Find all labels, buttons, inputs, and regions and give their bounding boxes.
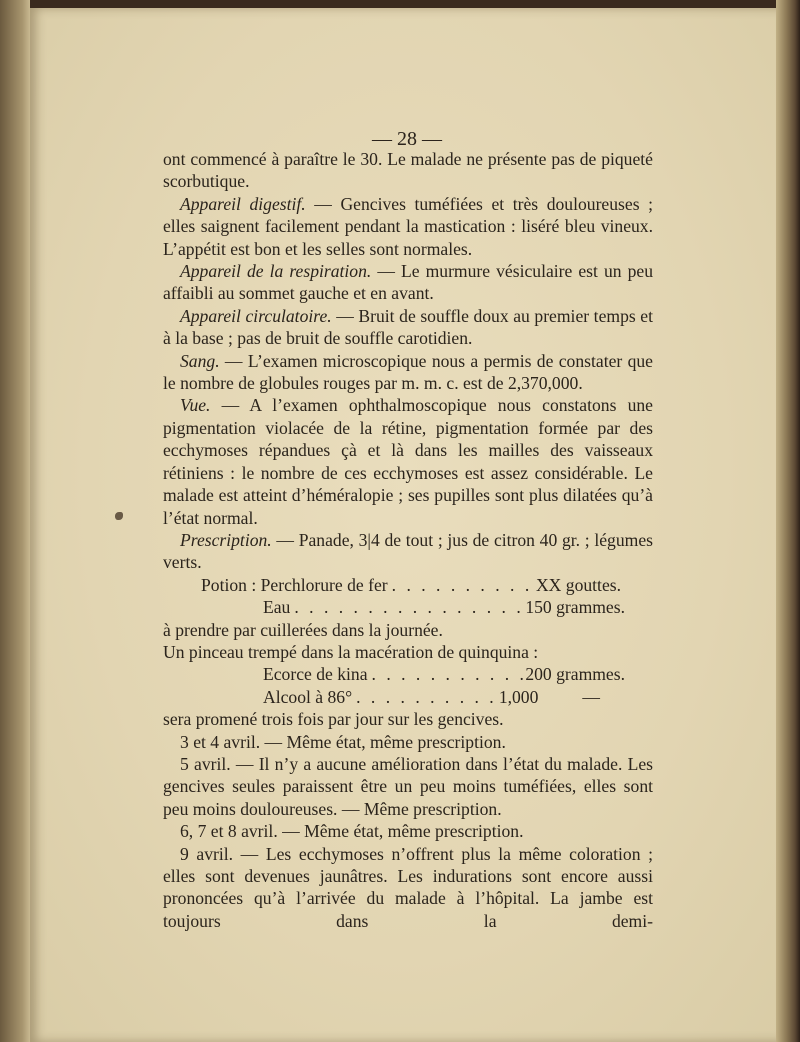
- section-text: — L’examen microscopique nous a permis de constater que le nombre de globules rouges par m. m. c. est de 2,370,000.: [163, 350, 653, 394]
- paragraph: Un pinceau trempé dans la macération de quinquina :: [163, 641, 539, 662]
- ink-blot: [115, 512, 123, 520]
- paragraph-sang: [163, 350, 653, 395]
- section-text: — Gencives tuméfiées et très douloureuses ; elles saignent facilement pendant la mastication : liséré bleu vineux. L’appétit est bon et les selles sont normales.: [163, 193, 654, 259]
- paragraph-vue: [163, 394, 653, 528]
- dot-leader: [352, 686, 499, 708]
- dot-leader: [388, 574, 536, 596]
- recipe-row-alcool: [263, 686, 600, 708]
- recipe-row-eau: [263, 596, 625, 618]
- book-spine: [0, 0, 30, 1042]
- section-label: Vue.: [180, 395, 211, 416]
- recipe-value: 150 grammes.: [525, 597, 625, 618]
- dot-leader: [368, 663, 526, 685]
- section-label: Appareil de la respiration.: [180, 261, 372, 282]
- recipe-value: 1,000: [498, 686, 539, 707]
- paragraph-respiration: [163, 260, 653, 305]
- recipe-label: Eau: [263, 597, 291, 618]
- paragraph: ont commencé à paraître le 30. Le malade ne présente pas de piqueté scorbutique.: [163, 149, 653, 192]
- recipe-row-ecorce: [263, 663, 625, 685]
- section-text: — Bruit de souffle doux au premier temps et à la base ; pas de bruit de souffle carotidien.: [163, 305, 653, 349]
- paragraph: sera promené trois fois par jour sur les gencives.: [163, 709, 504, 730]
- paragraph: à prendre par cuillerées dans la journée.: [163, 619, 443, 640]
- recipe-value: XX gouttes.: [535, 574, 621, 595]
- paragraph-digestif: [163, 193, 653, 260]
- section-label: Prescription.: [180, 529, 272, 550]
- paragraph: 6, 7 et 8 avril. — Même état, même prescription.: [180, 821, 524, 842]
- paragraph: 5 avril. — Il n’y a aucune amélioration dans l’état du malade. Les gencives seules paraissent être un peu moins tuméfiées, elles sont peu moins douloureuses. — Même prescription.: [163, 753, 653, 819]
- paragraph-circulatoire: [163, 305, 653, 350]
- section-label: Appareil circulatoire.: [180, 305, 332, 326]
- paragraph-prescription: [163, 529, 653, 574]
- section-text: — A l’examen ophthalmoscopique nous constatons une pigmentation violacée de la rétine, pigmentation formée par des ecchymoses répandues çà et là dans les mailles des vaisseaux rétiniens : le nombre de ces ecchymoses est assez considérable. Le malade est atteint d’héméralopie ; ses pupilles sont plus dilatées qu’à l’état normal.: [163, 395, 653, 528]
- paragraph: 3 et 4 avril. — Même état, même prescription.: [180, 731, 506, 752]
- section-label: Sang.: [180, 350, 220, 371]
- page-right-edge: [776, 0, 800, 1042]
- recipe-row-potion: [201, 574, 621, 596]
- paragraph: 9 avril. — Les ecchymoses n’offrent plus la même coloration ; elles sont devenues jaunâtres. Les indurations sont encore aussi prononcées qu’à l’arrivée du malade à l’hôpital. La jambe est toujours dans la demi-: [163, 843, 653, 931]
- page-number: — 28 —: [372, 128, 442, 150]
- recipe-unit: —: [582, 686, 600, 707]
- recipe-label: Alcool à 86°: [263, 686, 353, 707]
- recipe-label: Ecorce de kina: [263, 664, 368, 685]
- body-text: [163, 148, 653, 932]
- section-label: Appareil digestif.: [180, 193, 306, 214]
- recipe-label: Potion : Perchlorure de fer: [201, 574, 388, 595]
- section-text: — Le murmure vésiculaire est un peu affaibli au sommet gauche et en avant.: [163, 261, 653, 304]
- recipe-value: 200 grammes.: [525, 664, 625, 685]
- dot-leader: [290, 596, 525, 618]
- section-text: — Panade, 3|4 de tout ; jus de citron 40 gr. ; légumes verts.: [163, 529, 653, 573]
